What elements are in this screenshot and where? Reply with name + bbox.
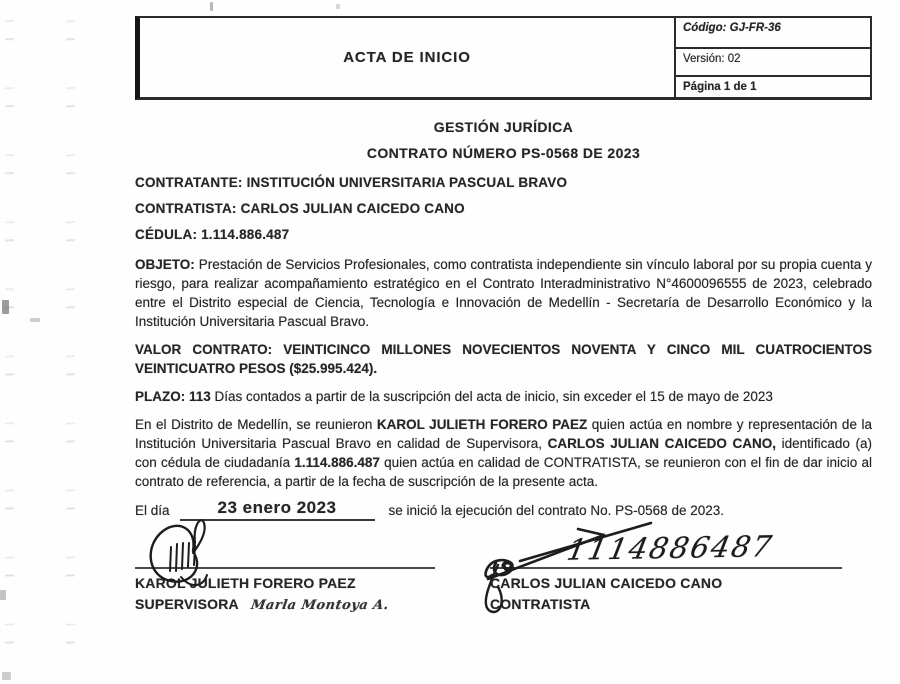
meeting-text: quien actúa en calidad de CONTRATISTA, se reunieron con el fin de dar inicio al contrato de referencia, a partir de la fecha de suscripción de la presente acta.	[135, 455, 872, 489]
contratista-handwritten-cedula: 1114886487	[564, 529, 777, 567]
contratista-name: CARLOS JULIAN CAICEDO CANO	[490, 575, 723, 591]
header-page-number: Página 1 de 1	[683, 80, 757, 93]
section-heading: GESTIÓN JURÍDICA	[433, 119, 574, 135]
supervisora-handwritten-note: Marla Montoya A.	[249, 598, 390, 613]
valor-text: VEINTICINCO MILLONES NOVECIENTOS NOVENTA Y CINCO MIL CUATROCIENTOS VEINTICUATRO PESOS ($25.995.424).	[135, 342, 872, 376]
document-body	[135, 0, 872, 613]
handwritten-date-field: 23 enero 2023	[180, 498, 375, 521]
date-suffix: se inició la ejecución del contrato No. PS-0568 de 2023.	[388, 503, 724, 518]
scan-speck	[2, 672, 11, 680]
objeto-label: OBJETO:	[135, 257, 195, 272]
contratista-name-inline: CARLOS JULIAN CAICEDO CANO,	[547, 436, 776, 451]
scan-noise-column	[66, 0, 75, 684]
plazo-text: Días contados a partir de la suscripción del acta de inicio, sin exceder el 15 de mayo de 2023	[210, 389, 773, 404]
objeto-paragraph	[135, 255, 872, 331]
document-title: ACTA DE INICIO	[343, 49, 471, 66]
scan-speck	[30, 318, 40, 322]
supervisora-name: KAROL JULIETH FORERO PAEZ	[135, 575, 356, 591]
header-table	[135, 16, 872, 100]
signature-block	[135, 529, 872, 613]
contratista-line: CONTRATISTA: CARLOS JULIAN CAICEDO CANO	[135, 201, 465, 216]
objeto-text: Prestación de Servicios Profesionales, como contratista independiente sin vínculo laboral por su propia cuenta y riesgo, para realizar acompañamiento estratégico en el Contrato Interadministrativo N°4600096555 de 2023, celebrado entre el Distrito especial de Ciencia, Tecnología e Innovación de Medellín - Secretaría de Desarrollo Económico y la Institución Universitaria Pascual Bravo.	[135, 257, 872, 329]
header-title-cell	[140, 18, 674, 97]
supervisora-name-inline: KAROL JULIETH FORERO PAEZ	[376, 417, 588, 432]
header-code: Código: GJ-FR-36	[676, 18, 870, 49]
supervisora-role: SUPERVISORA	[135, 596, 239, 612]
contratante-line: CONTRATANTE: INSTITUCIÓN UNIVERSITARIA PASCUAL BRAVO	[135, 175, 568, 190]
contratista-signature-area	[490, 529, 842, 613]
scan-noise-column	[5, 0, 14, 684]
header-version: Versión: 02	[676, 49, 870, 77]
start-date-line	[135, 498, 872, 521]
meeting-text: En el Distrito de Medellín, se reunieron	[135, 417, 377, 432]
cedula-number-inline: 1.114.886.487	[294, 455, 380, 470]
plazo-paragraph	[135, 387, 872, 406]
supervisora-signature-area	[135, 567, 435, 613]
contratista-role: CONTRATISTA	[490, 596, 591, 612]
supervisora-role-line	[135, 596, 435, 613]
header-meta-column	[674, 18, 870, 97]
meeting-text: quien actúa en nombre y representación de la Institución Universitaria Pascual Bravo en calidad de Supervisora,	[135, 417, 872, 451]
meeting-text: identificado (a) con cédula de ciudadanía	[135, 436, 872, 470]
valor-paragraph	[135, 340, 872, 378]
cedula-line: CÉDULA: 1.114.886.487	[135, 227, 290, 242]
valor-label: VALOR CONTRATO:	[135, 342, 273, 357]
date-prefix: El día	[135, 503, 170, 518]
contract-number-heading: CONTRATO NÚMERO PS-0568 DE 2023	[366, 145, 641, 161]
plazo-label: PLAZO: 113	[135, 389, 211, 404]
scan-speck	[0, 590, 6, 600]
meeting-paragraph	[135, 415, 872, 491]
scan-speck	[2, 300, 9, 314]
